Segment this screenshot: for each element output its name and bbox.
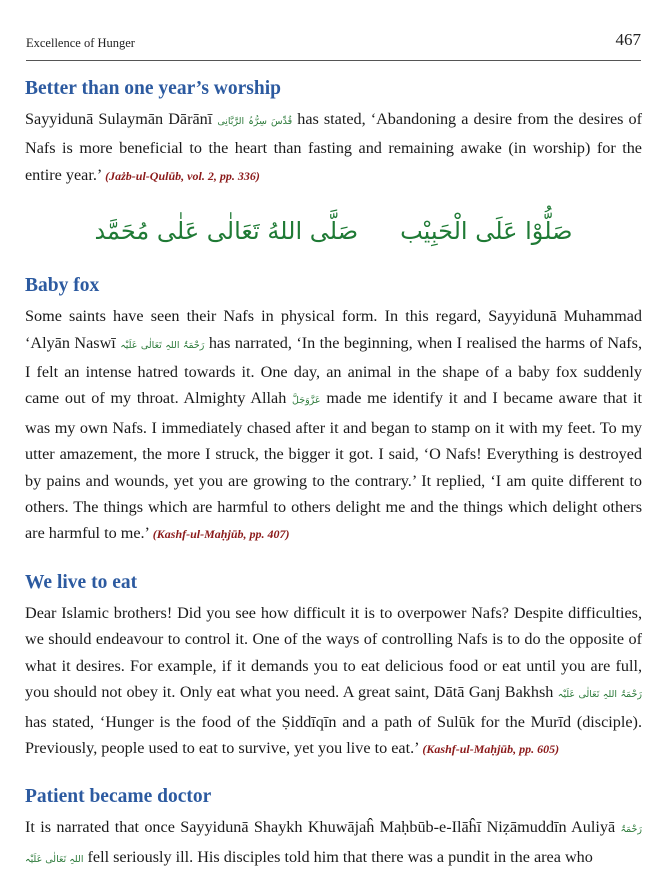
salat-left: صَلُّوْا عَلَی الْحَبِیْب bbox=[400, 217, 573, 246]
reference-citation: (Jażb-ul-Qulūb, vol. 2, pp. 336) bbox=[105, 168, 260, 183]
section-heading: Patient became doctor bbox=[25, 786, 212, 808]
section-paragraph bbox=[25, 600, 642, 762]
section-paragraph bbox=[25, 814, 642, 873]
paragraph-text: Sayyidunā Sulaymān Dārānī bbox=[25, 110, 218, 128]
paragraph-text: has narrated, ‘In the beginning, when I realised the harms of Nafs, I felt an intense hatred towards it. One day, an animal in the shape of a baby fox suddenly came out of my throat. Almighty Allah bbox=[25, 333, 642, 408]
paragraph-text: It is narrated that once Sayyidunā Shaykh Khuwājaĥ Maḥbūb-e-Ilāĥī Niẓāmuddīn Auliyā bbox=[25, 818, 621, 837]
section-heading: Baby fox bbox=[25, 275, 100, 297]
section-paragraph bbox=[25, 106, 642, 189]
reference-citation: (Kashf-ul-Maḥjūb, pp. 605) bbox=[422, 741, 560, 756]
salat-right: صَلَّی اللهُ تَعَالٰی عَلٰی مُحَمَّد bbox=[94, 217, 359, 246]
running-head: Excellence of Hunger bbox=[26, 36, 135, 50]
section-patient-became-doctor bbox=[25, 784, 642, 873]
page-number: 467 bbox=[615, 30, 641, 49]
paragraph-text: fell seriously ill. His disciples told him that there was a pundit in the area who bbox=[83, 847, 593, 866]
header-divider bbox=[26, 60, 641, 61]
paragraph-text: made me identify it and I became aware that it was my own Nafs. I immediately chased after it and began to stamp on it with my feet. To my utter amazement, the more I struck, the bigger it got. I said, ‘O Nafs! Everything is destroyed by pains and wounds, yet you are growing to the contrary.’ It replied, ‘I am quite different to others. The things which are harmful to others delight me and the things which delight others are harmful to me.’ bbox=[25, 389, 642, 543]
section-baby-fox bbox=[25, 273, 642, 548]
honorific-text: رَحْمَۃُ اللہِ تَعَالٰی عَلَیْہ bbox=[557, 689, 642, 701]
honorific-text: رَحْمَۃُ اللہِ تَعَالٰی عَلَیْہ bbox=[25, 824, 642, 865]
paragraph-text: has stated, ‘Abandoning a desire from the desires of Nafs is more beneficial to the heart than fasting and remaining awake (in worship) for the entire year.’ bbox=[25, 110, 643, 184]
paragraph-text: Dear Islamic brothers! Did you see how difficult it is to overpower Nafs? Despite difficulties, we should endeavour to control it. One of the ways of controlling Nafs is to do the opposite of what it desires. For example, if it demands you to eat delicious food or eat until you are full, you should not obey it. Only eat what you need. A great saint, Dātā Ganj Bakhsh bbox=[25, 603, 642, 702]
section-heading: Better than one year’s worship bbox=[25, 78, 281, 99]
section-heading: We live to eat bbox=[25, 571, 138, 593]
section-we-live-to-eat bbox=[25, 570, 642, 762]
section-paragraph bbox=[25, 303, 642, 548]
page-header bbox=[26, 30, 641, 56]
reference-citation: (Kashf-ul-Maḥjūb, pp. 407) bbox=[152, 527, 290, 542]
honorific-text: قُدِّسَ سِرُّہُ الرَّبَّانِی bbox=[217, 116, 293, 127]
paragraph-text: has stated, ‘Hunger is the food of the Ṣiddīqīn and a path of Sulūk for the Murīd (disciple). Previously, people used to eat to survive, yet you live to eat.’ bbox=[25, 712, 642, 757]
salat-line bbox=[25, 211, 642, 251]
section-better-than-worship bbox=[25, 76, 642, 189]
page-body bbox=[25, 76, 642, 895]
honorific-text: رَحْمَۃُ اللہِ تَعَالٰی عَلَیْہ bbox=[120, 339, 205, 351]
paragraph-text: Some saints have seen their Nafs in physical form. In this regard, Sayyidunā Muhammad ‘Alyān Naswī bbox=[25, 307, 642, 352]
honorific-text: عَزَّوَجَلَّ bbox=[292, 395, 321, 407]
